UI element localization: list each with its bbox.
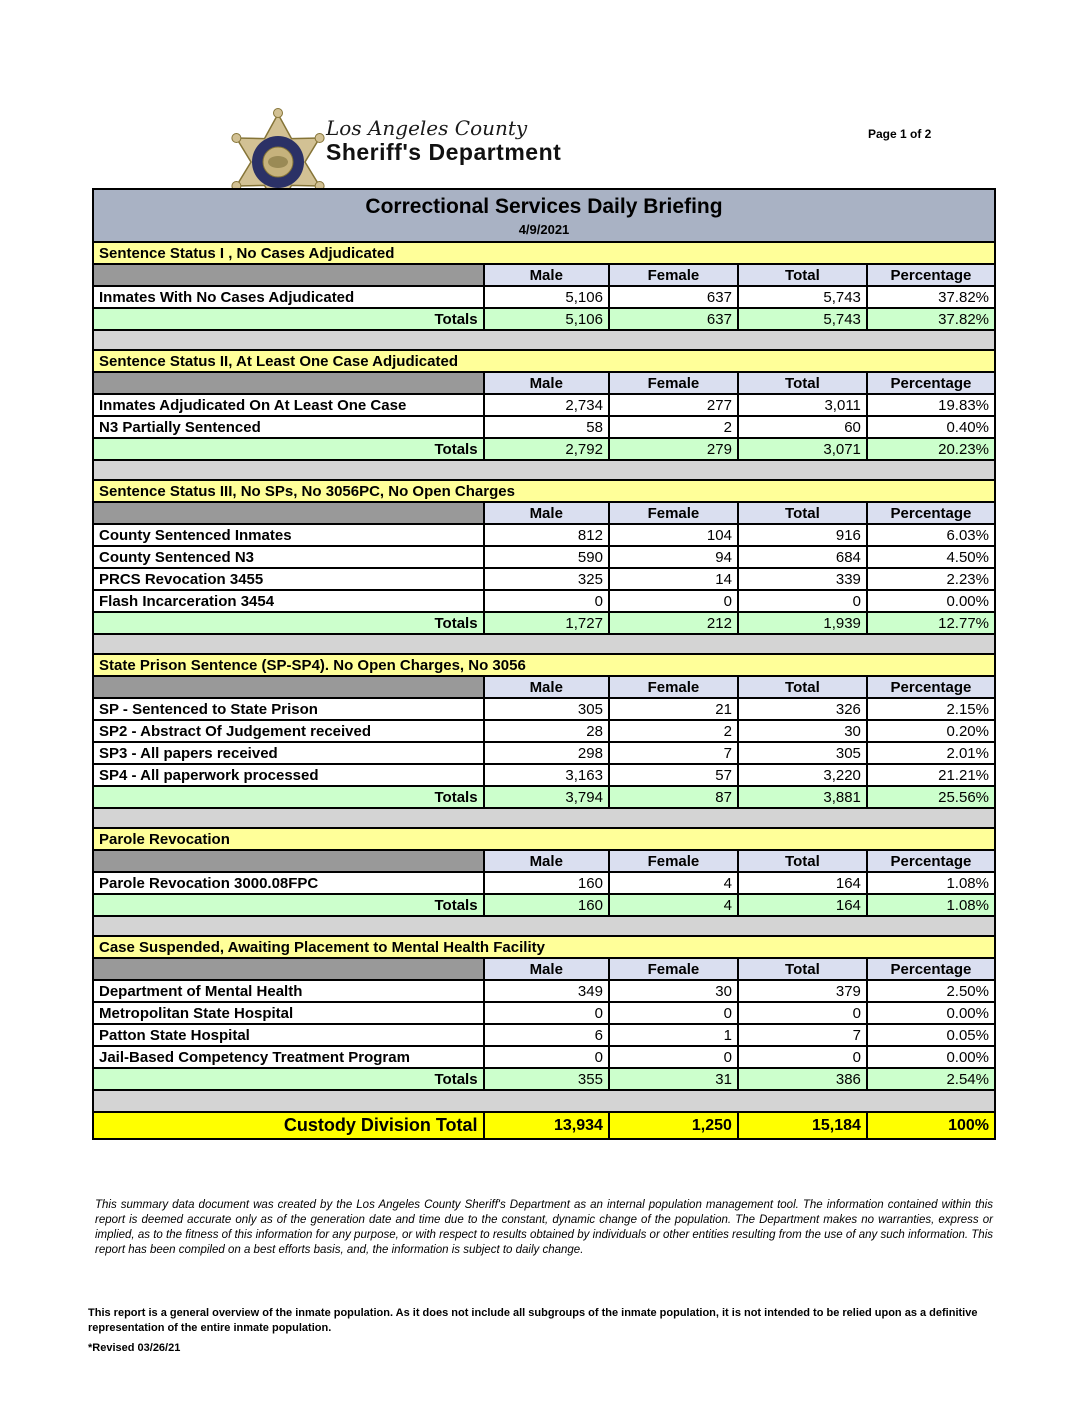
section-title: Parole Revocation: [93, 828, 995, 850]
female-value-cell: 279: [609, 438, 738, 460]
male-value-cell: 305: [484, 698, 609, 720]
percentage-value-cell: 12.77%: [867, 612, 995, 634]
female-value-cell: 7: [609, 742, 738, 764]
section-title: Sentence Status I , No Cases Adjudicated: [93, 242, 995, 264]
row-label-cell: SP3 - All papers received: [93, 742, 484, 764]
section-title: Sentence Status II, At Least One Case Adjudicated: [93, 350, 995, 372]
section-spacer: [92, 917, 996, 937]
female-value-cell: 57: [609, 764, 738, 786]
column-header-female: Female: [609, 264, 738, 286]
column-header-male: Male: [484, 502, 609, 524]
logo-department-name: Sheriff's Department: [326, 139, 562, 165]
total-value-cell: 379: [738, 980, 867, 1002]
report-date: 4/9/2021: [518, 222, 570, 237]
column-header-total: Total: [738, 502, 867, 524]
section-title: Case Suspended, Awaiting Placement to Mental Health Facility: [93, 936, 995, 958]
row-label-cell: SP2 - Abstract Of Judgement received: [93, 720, 484, 742]
section-spacer: [92, 1091, 996, 1111]
footnote-text: This report is a general overview of the inmate population. As it does not include all subgroups of the inmate population, it is not intended to be relied upon as a definitive representation of the entire inmate population.: [88, 1307, 978, 1334]
percentage-value-cell: 1.08%: [867, 894, 995, 916]
row-label-cell: County Sentenced N3: [93, 546, 484, 568]
male-value-cell: 349: [484, 980, 609, 1002]
section-spacer: [92, 461, 996, 481]
corner-cell: [93, 676, 484, 698]
column-header-female: Female: [609, 372, 738, 394]
totals-label-cell: Totals: [93, 1068, 484, 1090]
male-value-cell: 2,734: [484, 394, 609, 416]
percentage-value-cell: 37.82%: [867, 308, 995, 330]
row-label-cell: Jail-Based Competency Treatment Program: [93, 1046, 484, 1068]
row-label-cell: Inmates Adjudicated On At Least One Case: [93, 394, 484, 416]
total-value-cell: 326: [738, 698, 867, 720]
table-row: [93, 590, 995, 612]
row-label-cell: N3 Partially Sentenced: [93, 416, 484, 438]
percentage-value-cell: 2.50%: [867, 980, 995, 1002]
table-row: [93, 980, 995, 1002]
total-value-cell: 3,881: [738, 786, 867, 808]
table-row: [93, 524, 995, 546]
total-value-cell: 60: [738, 416, 867, 438]
column-header-percentage: Percentage: [867, 264, 995, 286]
female-value-cell: 30: [609, 980, 738, 1002]
column-header-female: Female: [609, 958, 738, 980]
percentage-value-cell: 0.00%: [867, 1046, 995, 1068]
male-value-cell: 28: [484, 720, 609, 742]
male-value-cell: 1,727: [484, 612, 609, 634]
grand-total-table: [92, 1111, 996, 1140]
female-value-cell: 2: [609, 416, 738, 438]
row-label-cell: SP4 - All paperwork processed: [93, 764, 484, 786]
female-value-cell: 277: [609, 394, 738, 416]
column-header-male: Male: [484, 264, 609, 286]
totals-row: [93, 308, 995, 330]
table-row: [93, 1024, 995, 1046]
male-value-cell: 355: [484, 1068, 609, 1090]
total-value-cell: 916: [738, 524, 867, 546]
female-value-cell: 0: [609, 590, 738, 612]
table-row: [93, 1046, 995, 1068]
row-label-cell: Metropolitan State Hospital: [93, 1002, 484, 1024]
revised-date: *Revised 03/26/21: [88, 1342, 181, 1354]
female-value-cell: 14: [609, 568, 738, 590]
logo-text: [326, 118, 561, 164]
row-label-cell: Department of Mental Health: [93, 980, 484, 1002]
male-value-cell: 6: [484, 1024, 609, 1046]
percentage-value-cell: 19.83%: [867, 394, 995, 416]
column-header-percentage: Percentage: [867, 372, 995, 394]
row-label-cell: Inmates With No Cases Adjudicated: [93, 286, 484, 308]
total-value-cell: 1,939: [738, 612, 867, 634]
section-spacer: [92, 809, 996, 829]
table-row: [93, 286, 995, 308]
female-value-cell: 0: [609, 1002, 738, 1024]
percentage-value-cell: 0.20%: [867, 720, 995, 742]
table-row: [93, 698, 995, 720]
male-value-cell: 3,163: [484, 764, 609, 786]
grand-total-row: [93, 1112, 995, 1139]
section-table: [92, 935, 996, 1091]
male-value-cell: 298: [484, 742, 609, 764]
column-header-total: Total: [738, 676, 867, 698]
percentage-value-cell: 20.23%: [867, 438, 995, 460]
table-row: [93, 742, 995, 764]
female-value-cell: 212: [609, 612, 738, 634]
row-label-cell: Parole Revocation 3000.08FPC: [93, 872, 484, 894]
male-value-cell: 160: [484, 894, 609, 916]
row-label-cell: SP - Sentenced to State Prison: [93, 698, 484, 720]
column-header-total: Total: [738, 372, 867, 394]
total-value-cell: 164: [738, 894, 867, 916]
logo-county-name: Los Angeles County: [326, 116, 528, 140]
totals-label-cell: Totals: [93, 894, 484, 916]
table-row: [93, 546, 995, 568]
percentage-value-cell: 37.82%: [867, 286, 995, 308]
report-title-bar: [92, 188, 996, 243]
section-spacer: [92, 331, 996, 351]
row-label-cell: Patton State Hospital: [93, 1024, 484, 1046]
column-header-male: Male: [484, 958, 609, 980]
total-value-cell: 3,220: [738, 764, 867, 786]
total-value-cell: 3,071: [738, 438, 867, 460]
report-title: Correctional Services Daily Briefing: [365, 195, 723, 218]
percentage-value-cell: 2.23%: [867, 568, 995, 590]
female-value-cell: 2: [609, 720, 738, 742]
male-value-cell: 812: [484, 524, 609, 546]
column-header-total: Total: [738, 264, 867, 286]
table-row: [93, 872, 995, 894]
total-value-cell: 7: [738, 1024, 867, 1046]
percentage-value-cell: 25.56%: [867, 786, 995, 808]
totals-label-cell: Totals: [93, 438, 484, 460]
section-table: [92, 349, 996, 461]
corner-cell: [93, 372, 484, 394]
totals-row: [93, 1068, 995, 1090]
female-value-cell: 1: [609, 1024, 738, 1046]
total-value-cell: 164: [738, 872, 867, 894]
row-label-cell: County Sentenced Inmates: [93, 524, 484, 546]
male-value-cell: 5,106: [484, 286, 609, 308]
percentage-value-cell: 1.08%: [867, 872, 995, 894]
totals-row: [93, 894, 995, 916]
total-value-cell: 30: [738, 720, 867, 742]
column-header-percentage: Percentage: [867, 850, 995, 872]
female-value-cell: 31: [609, 1068, 738, 1090]
total-value-cell: 5,743: [738, 308, 867, 330]
totals-label-cell: Totals: [93, 612, 484, 634]
row-label-cell: Flash Incarceration 3454: [93, 590, 484, 612]
percentage-value-cell: 4.50%: [867, 546, 995, 568]
female-value-cell: 94: [609, 546, 738, 568]
totals-row: [93, 786, 995, 808]
total-value-cell: 0: [738, 1046, 867, 1068]
percentage-value-cell: 0.00%: [867, 590, 995, 612]
female-value-cell: 0: [609, 1046, 738, 1068]
male-value-cell: 58: [484, 416, 609, 438]
footnote: [88, 1306, 1000, 1356]
female-value-cell: 4: [609, 894, 738, 916]
table-row: [93, 568, 995, 590]
section-table: [92, 241, 996, 331]
total-value-cell: 305: [738, 742, 867, 764]
table-row: [93, 394, 995, 416]
female-value-cell: 21: [609, 698, 738, 720]
female-value-cell: 637: [609, 308, 738, 330]
column-header-total: Total: [738, 958, 867, 980]
male-value-cell: 590: [484, 546, 609, 568]
table-row: [93, 720, 995, 742]
male-value-cell: 325: [484, 568, 609, 590]
section-table: [92, 653, 996, 809]
total-value-cell: 0: [738, 590, 867, 612]
total-value-cell: 3,011: [738, 394, 867, 416]
page-indicator: Page 1 of 2: [868, 127, 932, 141]
female-value-cell: 1,250: [609, 1112, 738, 1139]
male-value-cell: 0: [484, 1046, 609, 1068]
corner-cell: [93, 502, 484, 524]
percentage-value-cell: 2.15%: [867, 698, 995, 720]
section-spacer: [92, 635, 996, 655]
percentage-value-cell: 2.54%: [867, 1068, 995, 1090]
totals-label-cell: Totals: [93, 786, 484, 808]
percentage-value-cell: 100%: [867, 1112, 995, 1139]
male-value-cell: 2,792: [484, 438, 609, 460]
section-table: [92, 827, 996, 917]
percentage-value-cell: 2.01%: [867, 742, 995, 764]
column-header-male: Male: [484, 676, 609, 698]
female-value-cell: 4: [609, 872, 738, 894]
total-value-cell: 5,743: [738, 286, 867, 308]
grand-total-label-cell: Custody Division Total: [93, 1112, 484, 1139]
percentage-value-cell: 21.21%: [867, 764, 995, 786]
corner-cell: [93, 958, 484, 980]
percentage-value-cell: 0.05%: [867, 1024, 995, 1046]
male-value-cell: 0: [484, 590, 609, 612]
column-header-female: Female: [609, 502, 738, 524]
male-value-cell: 3,794: [484, 786, 609, 808]
column-header-percentage: Percentage: [867, 502, 995, 524]
percentage-value-cell: 0.40%: [867, 416, 995, 438]
column-header-female: Female: [609, 850, 738, 872]
male-value-cell: 0: [484, 1002, 609, 1024]
column-header-male: Male: [484, 850, 609, 872]
total-value-cell: 15,184: [738, 1112, 867, 1139]
column-header-percentage: Percentage: [867, 958, 995, 980]
percentage-value-cell: 6.03%: [867, 524, 995, 546]
female-value-cell: 637: [609, 286, 738, 308]
male-value-cell: 13,934: [484, 1112, 609, 1139]
total-value-cell: 339: [738, 568, 867, 590]
totals-row: [93, 612, 995, 634]
corner-cell: [93, 850, 484, 872]
table-row: [93, 1002, 995, 1024]
percentage-value-cell: 0.00%: [867, 1002, 995, 1024]
total-value-cell: 0: [738, 1002, 867, 1024]
column-header-female: Female: [609, 676, 738, 698]
total-value-cell: 684: [738, 546, 867, 568]
report-table: [92, 188, 996, 1140]
totals-label-cell: Totals: [93, 308, 484, 330]
totals-row: [93, 438, 995, 460]
report-sections: [92, 241, 996, 1140]
male-value-cell: 160: [484, 872, 609, 894]
table-row: [93, 764, 995, 786]
table-row: [93, 416, 995, 438]
female-value-cell: 87: [609, 786, 738, 808]
female-value-cell: 104: [609, 524, 738, 546]
disclaimer-text: This summary data document was created by the Los Angeles County Sheriff's Department as an internal population management tool. The information contained within this report is deemed accurate only as of the generation date and time due to the constant, dynamic change of the population. The Department makes no warranties, express or implied, as to the fitness of this information for any purpose, or with respect to results obtained by individuals or other entities resulting from the use of any such information. This report has been compiled on a best efforts basis, and, the information is subject to daily change.: [95, 1199, 993, 1256]
section-title: Sentence Status III, No SPs, No 3056PC, No Open Charges: [93, 480, 995, 502]
total-value-cell: 386: [738, 1068, 867, 1090]
column-header-male: Male: [484, 372, 609, 394]
section-table: [92, 479, 996, 635]
corner-cell: [93, 264, 484, 286]
column-header-total: Total: [738, 850, 867, 872]
page-header: [0, 0, 1088, 188]
section-title: State Prison Sentence (SP-SP4). No Open Charges, No 3056: [93, 654, 995, 676]
row-label-cell: PRCS Revocation 3455: [93, 568, 484, 590]
male-value-cell: 5,106: [484, 308, 609, 330]
column-header-percentage: Percentage: [867, 676, 995, 698]
